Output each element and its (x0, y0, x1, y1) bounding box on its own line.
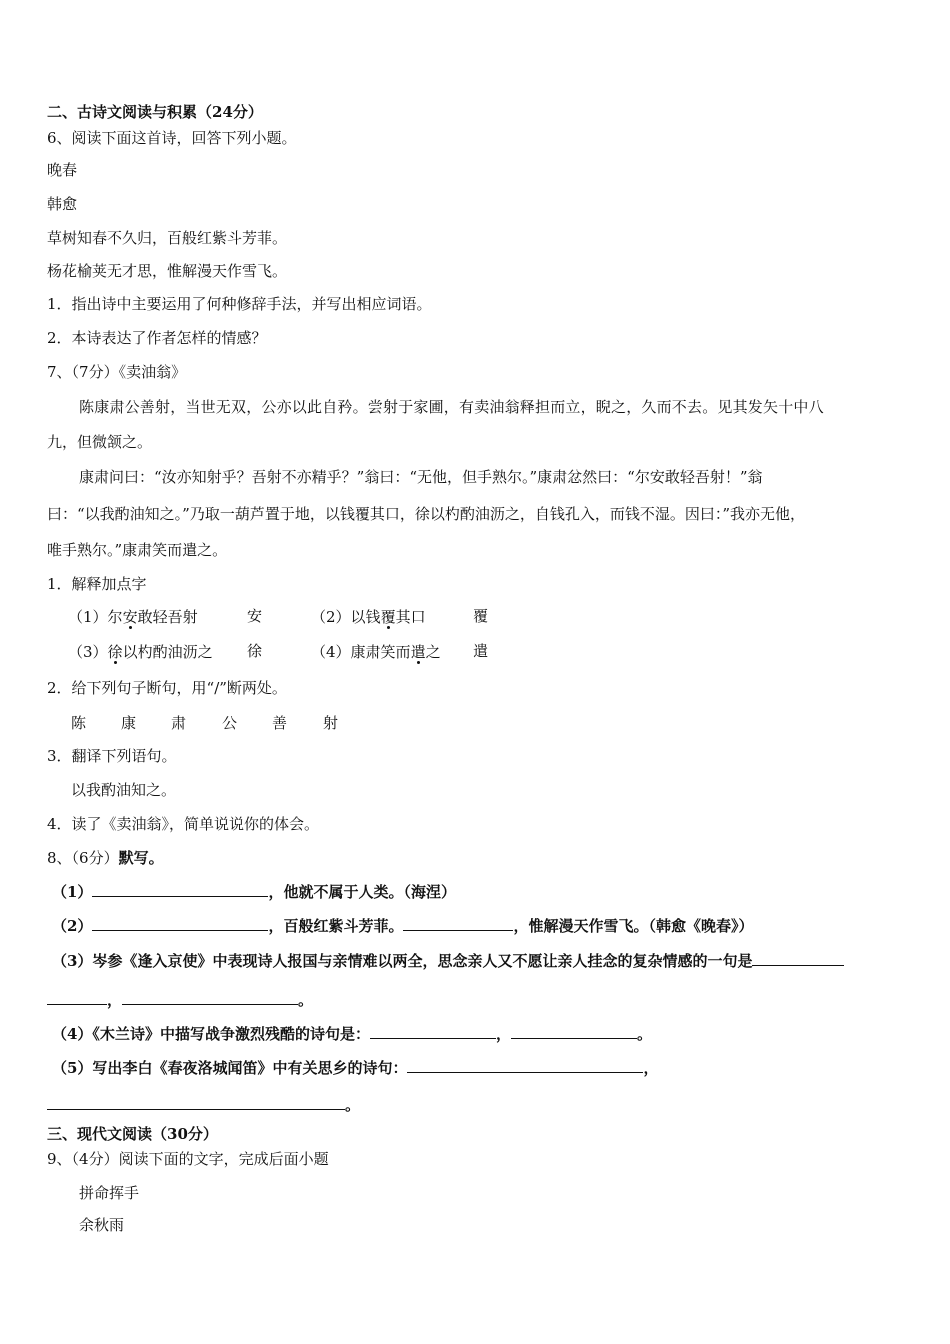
q7-sub-4: 4．读了《卖油翁》，简单说说你的体会。 (47, 815, 320, 833)
q7-sub-3: 3．翻译下列语句。 (47, 747, 177, 765)
q7-title: 7、（7分）《卖油翁》 (47, 363, 187, 381)
explain-item-3 (68, 642, 213, 662)
dotted-char: 徐 (107, 643, 123, 661)
item-text-pre: 尔 (107, 608, 123, 626)
item-text-post: 以杓酌油沥之 (122, 643, 213, 661)
q7-sub-3-sentence: 以我酌油知之。 (71, 781, 177, 799)
sentence-char: 射 (323, 714, 339, 732)
item-number: （1） (52, 883, 93, 901)
blank-line[interactable] (47, 1094, 345, 1110)
q8-item-2 (52, 915, 753, 936)
sentence-char: 公 (222, 714, 238, 732)
explain-char-2: 覆 (473, 607, 489, 625)
q8-title (47, 848, 164, 868)
blank-line[interactable] (370, 1023, 496, 1039)
poem-line-1: 草树知春不久归，百般红紫斗芳菲。 (47, 229, 288, 247)
q8-item-3-line-2 (47, 989, 313, 1010)
item-text: ，他就不属于人类。（海涅） (268, 883, 456, 901)
article-title: 拼命挥手 (79, 1184, 140, 1202)
blank-line[interactable] (403, 915, 513, 931)
explain-char-3: 徐 (247, 642, 263, 660)
item-sep: ， (107, 991, 123, 1009)
blank-line[interactable] (92, 915, 268, 931)
q8-item-4 (52, 1023, 652, 1044)
item-number: （2） (52, 917, 93, 935)
poem-title: 晚春 (47, 161, 78, 179)
section-heading-3: 三、现代文阅读（30分） (47, 1125, 218, 1143)
item-number: （3） (68, 643, 108, 661)
item-end: 。 (636, 1025, 652, 1043)
q7-sub-2: 2．给下列句子断句，用“/”断两处。 (47, 679, 287, 697)
section-heading-2: 二、古诗文阅读与积累（24分） (47, 103, 263, 121)
blank-line[interactable] (407, 1057, 643, 1073)
passage-para-1-line-2: 九，但微颔之。 (47, 433, 153, 451)
item-text-post: 之 (425, 643, 441, 661)
dotted-char: 覆 (380, 608, 396, 626)
q8-item-3-line-1 (52, 950, 844, 971)
dotted-char: 遣 (410, 643, 426, 661)
item-end: 。 (298, 991, 314, 1009)
poem-author: 韩愈 (47, 195, 78, 213)
item-text: （3）岑参《逢入京使》中表现诗人报国与亲情难以两全，思念亲人又不愿让亲人挂念的复杂情感的一句是 (52, 952, 753, 970)
blank-line[interactable] (47, 989, 107, 1005)
item-number: （1） (68, 608, 108, 626)
dotted-char: 安 (122, 608, 138, 626)
blank-line[interactable] (92, 881, 268, 897)
item-number: （2） (311, 608, 351, 626)
item-text: （4）《木兰诗》中描写战争激烈残酷的诗句是： (52, 1025, 370, 1043)
q6-sub-2: 2．本诗表达了作者怎样的情感？ (47, 329, 267, 347)
q6-sub-1: 1．指出诗中主要运用了何种修辞手法，并写出相应词语。 (47, 295, 432, 313)
q8-item-5-line-1 (52, 1057, 658, 1078)
q8-title-bold: 默写。 (118, 849, 164, 867)
blank-line[interactable] (752, 950, 844, 966)
blank-line[interactable] (511, 1023, 637, 1039)
passage-para-2-line-3: 唯手熟尔。”康肃笑而遣之。 (47, 541, 228, 559)
explain-char-1: 安 (247, 607, 263, 625)
article-author: 余秋雨 (79, 1216, 125, 1234)
item-number: （4） (311, 643, 351, 661)
item-text-pre: 康肃笑而 (350, 643, 411, 661)
item-sep: ， (643, 1059, 659, 1077)
passage-para-1-line-1: 陈康肃公善射，当世无双，公亦以此自矜。尝射于家圃，有卖油翁释担而立，睨之，久而不去。见其发矢十中八 (79, 398, 824, 416)
explain-item-1 (68, 607, 198, 627)
item-text: （5）写出李白《春夜洛城闻笛》中有关思乡的诗句： (52, 1059, 408, 1077)
q7-sub-1: 1．解释加点字 (47, 575, 147, 593)
passage-para-2-line-1: 康肃问曰：“汝亦知射乎？吾射不亦精乎？”翁曰：“无他，但手熟尔。”康肃忿然曰：“尔安敢轻吾射！”翁 (79, 468, 763, 486)
passage-para-2-line-2: 曰：“以我酌油知之。”乃取一葫芦置于地，以钱覆其口，徐以杓酌油沥之，自钱孔入，而钱不湿。因曰：”我亦无他， (47, 505, 806, 523)
poem-line-2: 杨花榆荚无才思，惟解漫天作雪飞。 (47, 262, 288, 280)
blank-line[interactable] (122, 989, 298, 1005)
sentence-char: 肃 (171, 714, 187, 732)
q8-item-5-line-2 (47, 1094, 360, 1115)
explain-item-2 (311, 607, 426, 627)
item-text-pre: 以钱 (350, 608, 381, 626)
item-sep: ， (495, 1025, 511, 1043)
sentence-char: 康 (121, 714, 137, 732)
item-text: ，惟解漫天作雪飞。（韩愈《晚春》） (513, 917, 754, 935)
item-end: 。 (345, 1096, 361, 1114)
q8-item-1 (52, 881, 456, 902)
explain-item-4 (311, 642, 441, 662)
item-text-post: 敢轻吾射 (137, 608, 198, 626)
sentence-char: 陈 (71, 714, 87, 732)
explain-char-4: 遣 (473, 642, 489, 660)
item-text-post: 其口 (395, 608, 426, 626)
q9-prompt: 9、（4分）阅读下面的文字，完成后面小题 (47, 1150, 329, 1168)
q8-title-prefix: 8、（6分） (47, 849, 119, 867)
q6-prompt: 6、阅读下面这首诗，回答下列小题。 (47, 129, 297, 147)
sentence-char: 善 (272, 714, 288, 732)
item-text: ，百般红紫斗芳菲。 (268, 917, 404, 935)
